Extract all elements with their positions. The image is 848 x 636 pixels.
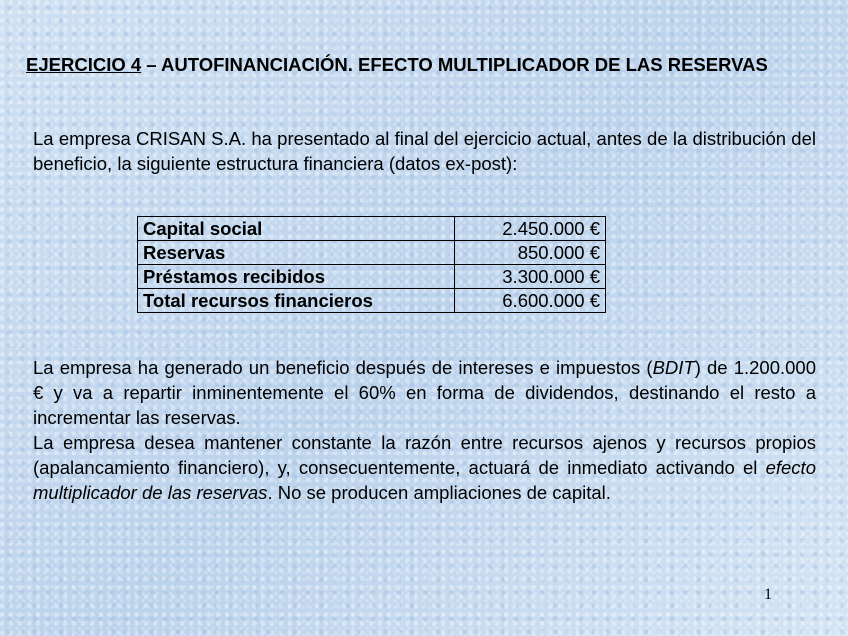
row-value: 2.450.000 € [455, 217, 606, 241]
multiplier-term: efecto multiplicador de las reservas [33, 457, 816, 503]
exercise-number: EJERCICIO 4 [26, 54, 142, 75]
text-run: . No se producen ampliaciones de capital. [267, 482, 611, 503]
body-paragraph [33, 355, 816, 505]
profit-sentence [33, 355, 816, 430]
row-label: Reservas [138, 241, 455, 265]
bdit-term: BDIT [652, 357, 695, 378]
row-label: Total recursos financieros [138, 289, 455, 313]
row-label: Capital social [138, 217, 455, 241]
intro-paragraph: La empresa CRISAN S.A. ha presentado al final del ejercicio actual, antes de la distribución del beneficio, la siguiente estructura financiera (datos ex-post): [33, 128, 816, 174]
exercise-title [26, 52, 816, 77]
row-value: 850.000 € [455, 241, 606, 265]
text-run: La empresa desea mantener constante la razón entre recursos ajenos y recursos propios (apalancamiento financiero), y, consecuentemente, actuará de inmediato activando el [33, 432, 816, 478]
leverage-sentence [33, 430, 816, 505]
table-row [138, 241, 606, 265]
page-number: 1 [764, 586, 772, 603]
text-run: ) de 1.200.000 € y va a repartir inminentemente el 60% en forma de dividendos, destinando el resto a incrementar las reservas. [33, 357, 816, 428]
exercise-title-text: – AUTOFINANCIACIÓN. EFECTO MULTIPLICADOR DE LAS RESERVAS [141, 54, 768, 75]
row-value: 6.600.000 € [455, 289, 606, 313]
financial-structure-table [137, 216, 606, 313]
table-row [138, 217, 606, 241]
row-value: 3.300.000 € [455, 265, 606, 289]
row-label: Préstamos recibidos [138, 265, 455, 289]
table-row [138, 265, 606, 289]
text-run: La empresa ha generado un beneficio después de intereses e impuestos ( [33, 357, 653, 378]
table-row [138, 289, 606, 313]
